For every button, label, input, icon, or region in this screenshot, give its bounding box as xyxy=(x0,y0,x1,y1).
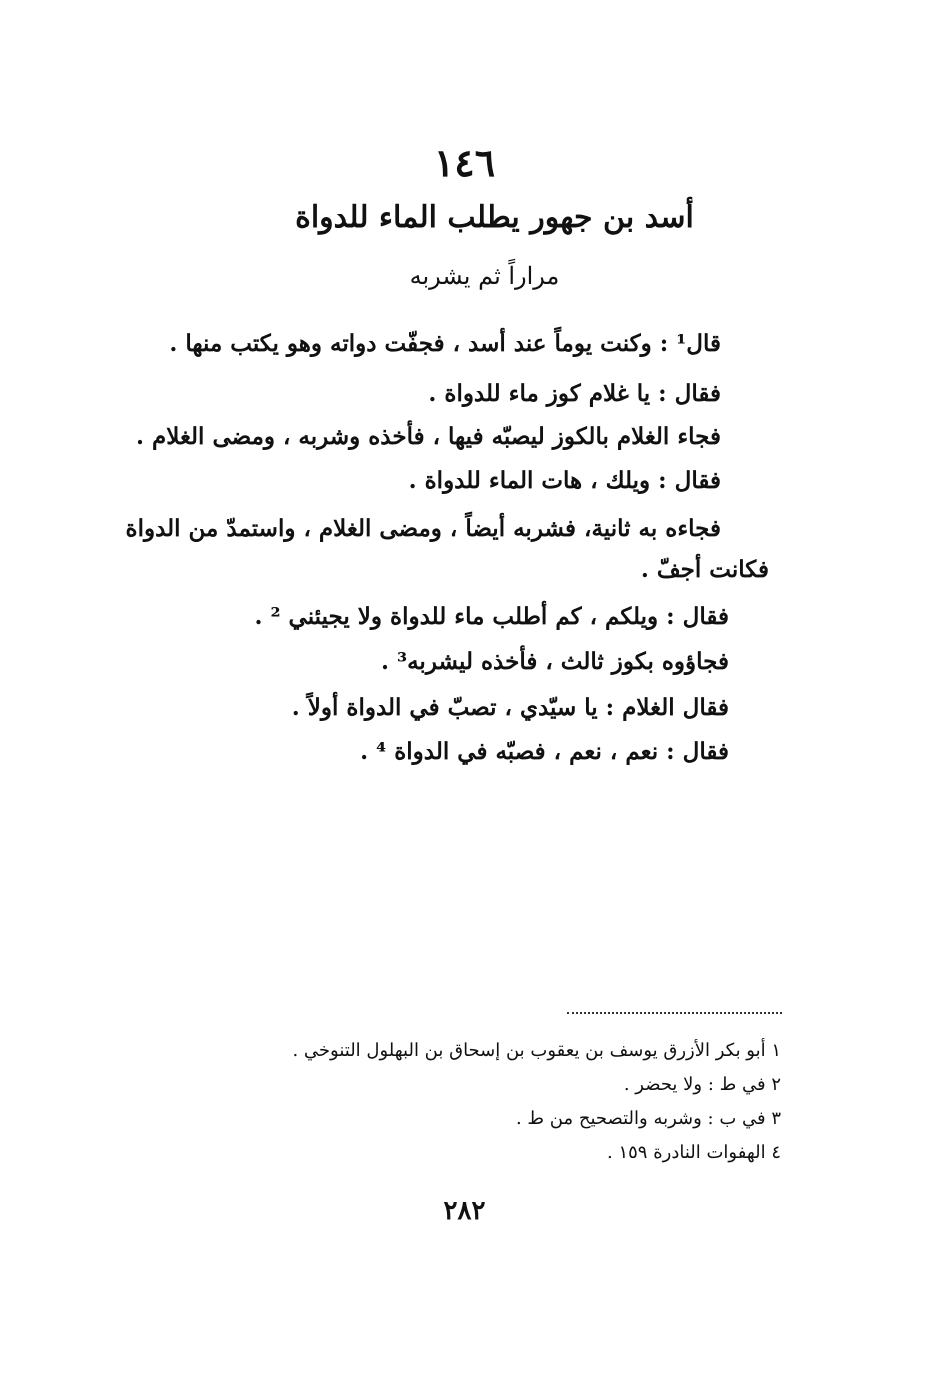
body-line: فجاء الغلام بالكوز ليصبّه فيها ، فأخذه وشربه ، ومضى الغلام . xyxy=(135,423,721,450)
footnote-item: ٤ الهفوات النادرة ١٥٩ . xyxy=(607,1142,781,1163)
footnote-item: ٢ في ط : ولا يحضر . xyxy=(623,1074,781,1095)
body-line: فجاؤوه بكوز ثالث ، فأخذه ليشربه³ . xyxy=(381,648,729,675)
body-line: فقال الغلام : يا سيّدي ، تصبّ في الدواة أولاً . xyxy=(291,694,729,721)
story-number: ١٤٦ xyxy=(433,140,496,185)
footnote-item: ٣ في ب : وشربه والتصحيح من ط . xyxy=(515,1108,781,1129)
body-line: فجاءه به ثانية، فشربه أيضاً ، ومضى الغلام ، واستمدّ من الدواة xyxy=(125,515,721,542)
body-line: فقال : يا غلام كوز ماء للدواة . xyxy=(428,380,721,407)
body-line: فقال : ويلك ، هات الماء للدواة . xyxy=(408,467,721,494)
body-line: فقال : ويلكم ، كم أطلب ماء للدواة ولا يجيئني ² . xyxy=(254,603,729,630)
body-line: قال¹ : وكنت يوماً عند أسد ، فجفّت دواته وهو يكتب منها . xyxy=(169,330,721,357)
story-title: أسد بن جهور يطلب الماء للدواة xyxy=(295,200,694,235)
page-number: ٢٨٢ xyxy=(443,1196,486,1226)
body-line: فكانت أجفّ . xyxy=(640,556,769,583)
footnote-item: ١ أبو بكر الأزرق يوسف بن يعقوب بن إسحاق بن البهلول التنوخي . xyxy=(292,1040,781,1061)
story-subtitle: مراراً ثم يشربه xyxy=(409,262,560,290)
body-line: فقال : نعم ، نعم ، فصبّه في الدواة ⁴ . xyxy=(360,738,729,765)
footnote-divider xyxy=(567,1012,782,1014)
